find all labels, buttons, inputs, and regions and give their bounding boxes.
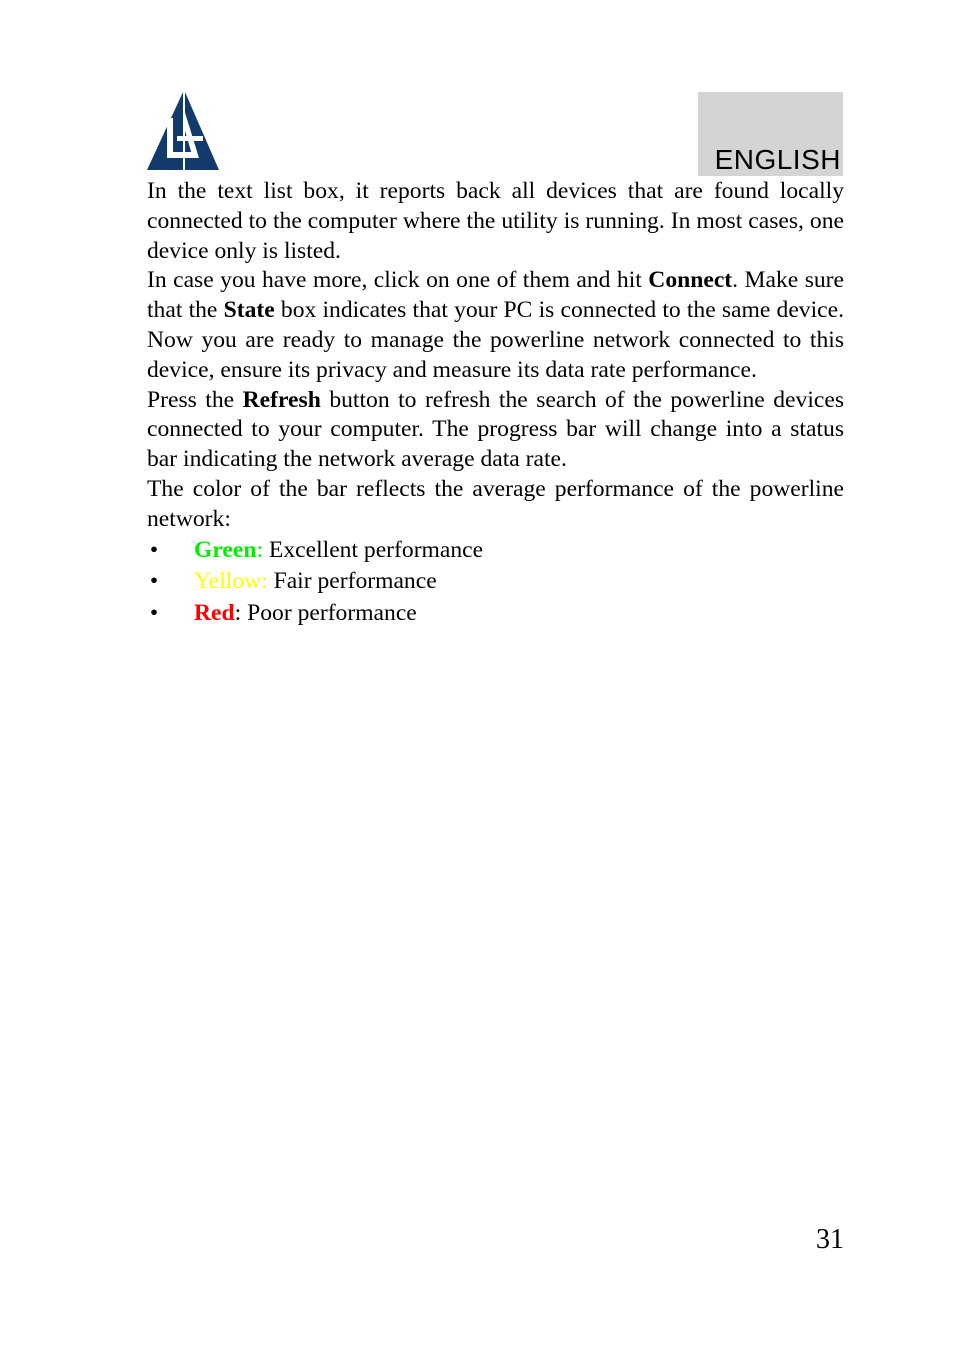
- green-description: Excellent performance: [263, 536, 484, 563]
- paragraph-connect-text-e: box indicates that your PC is connected to the same device. Now you are ready to manage the powerline network connected to this device, ensure its privacy and measure its data rate performance.: [147, 297, 845, 383]
- red-colon: :: [234, 599, 242, 626]
- yellow-colon: :: [261, 568, 268, 595]
- list-item-red: [147, 598, 844, 630]
- main-content: [147, 177, 844, 629]
- connect-term: Connect: [648, 267, 733, 294]
- green-colon: :: [256, 536, 264, 563]
- green-label: Green: [194, 536, 257, 563]
- language-box: [698, 92, 843, 176]
- paragraph-refresh: [147, 386, 844, 475]
- atlantis-logo-icon: [147, 92, 219, 170]
- yellow-label: Yellow: [194, 568, 262, 595]
- refresh-term: Refresh: [242, 386, 321, 413]
- paragraph-refresh-text-a: Press the: [147, 386, 243, 413]
- bullet-icon: •: [149, 568, 159, 595]
- yellow-description: Fair performance: [267, 568, 437, 595]
- page-number: 31: [816, 1224, 844, 1255]
- paragraph-refresh-text-c: button to refresh the search of the powerline devices connected to your computer. The progress bar will change into a status bar indicating the network average data rate.: [147, 386, 845, 473]
- red-label: Red: [194, 599, 235, 626]
- list-item-green: [147, 535, 844, 567]
- paragraph-device-list: In the text list box, it reports back all devices that are found locally connected to the computer where the utility is running. In most cases, one device only is listed.: [147, 178, 844, 264]
- paragraph-connect-text-c: . Make sure that the: [147, 267, 844, 324]
- list-item-yellow: [147, 566, 844, 598]
- performance-list: [147, 535, 844, 630]
- bullet-icon: •: [149, 536, 159, 563]
- bullet-icon: •: [149, 599, 159, 626]
- state-term: State: [223, 297, 275, 324]
- paragraph-connect-text-a: In case you have more, click on one of them and hit: [147, 267, 649, 294]
- red-description: Poor performance: [241, 599, 417, 626]
- paragraph-bar-color: The color of the bar reflects the average performance of the powerline network:: [147, 475, 844, 532]
- language-label: ENGLISH: [714, 144, 841, 175]
- paragraph-connect: [147, 266, 844, 385]
